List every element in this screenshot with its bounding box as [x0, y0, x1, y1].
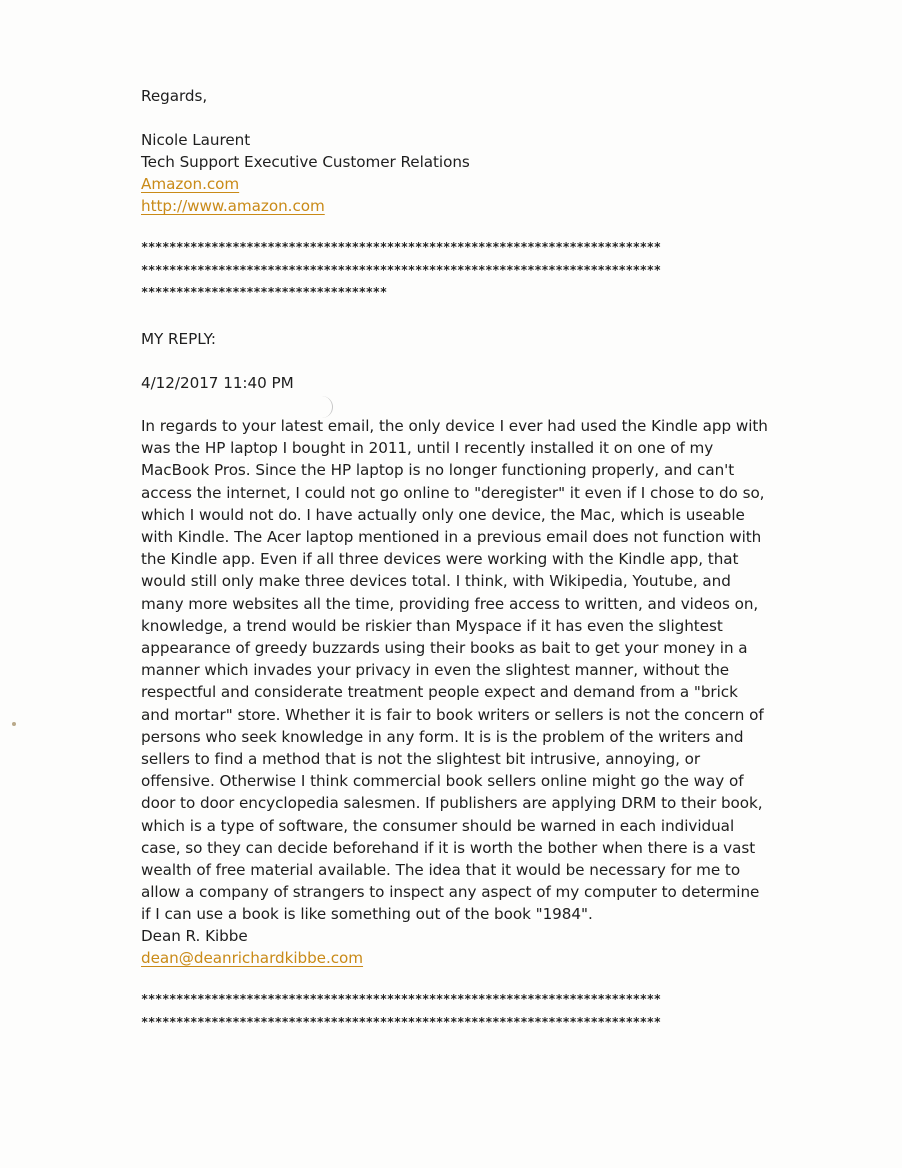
separator-line: ************************************************************************** [141, 1014, 661, 1029]
signature-email-link[interactable]: dean@deanrichardkibbe.com [141, 949, 364, 967]
reply-body-line: appearance of greedy buzzards using their books as bait to get your money in a [141, 639, 748, 658]
reply-body [141, 415, 768, 926]
reply-body-line: access the internet, I could not go online to "deregister" it even if I chose to do so, [141, 483, 765, 502]
separator-line: ************************************************************************** [141, 992, 661, 1006]
reply-body-line: manner which invades your privacy in even the slightest manner, without the [141, 661, 730, 680]
reply-body-line: with Kindle. The Acer laptop mentioned in a previous email does not function with [141, 528, 762, 547]
reply-body-line: wealth of free material available. The idea that it would be necessary for me to [141, 861, 741, 880]
reply-body-line: many more websites all the time, providing free access to written, and videos on, [141, 594, 759, 613]
reply-body-line: case, so they can decide beforehand if it is worth the bother when there is a vast [141, 838, 756, 857]
reply-body-line: door to door encyclopedia salesmen. If publishers are applying DRM to their book, [141, 794, 763, 813]
reply-body-line: persons who seek knowledge in any form. It is is the problem of the writers and [141, 727, 744, 746]
separator-line: ************************************************************************** [141, 240, 661, 254]
website-link[interactable]: http://www.amazon.com [141, 197, 325, 215]
reply-body-line: In regards to your latest email, the only device I ever had used the Kindle app with [141, 417, 768, 435]
reply-body-line: and mortar" store. Whether it is fair to book writers or sellers is not the concern of [141, 705, 764, 724]
reply-body-line: which is a type of software, the consumer should be warned in each individual [141, 816, 735, 835]
signature-name: Dean R. Kibbe [141, 927, 248, 945]
reply-header: MY REPLY: [141, 330, 216, 348]
reply-body-line: knowledge, a trend would be riskier than Myspace if it has even the slightest [141, 616, 723, 635]
sender-name: Nicole Laurent [141, 131, 251, 149]
closing-text: Regards, [141, 87, 208, 105]
reply-body-line: the Kindle app. Even if all three devices were working with the Kindle app, that [141, 550, 739, 569]
reply-body-line: sellers to find a method that is not the slightest bit intrusive, annoying, or [141, 750, 701, 769]
separator-line: *********************************** [141, 285, 387, 299]
separator-bottom [141, 988, 661, 1033]
sender-title: Tech Support Executive Customer Relations [141, 153, 470, 171]
reply-body-line: MacBook Pros. Since the HP laptop is no longer functioning properly, and can't [141, 461, 735, 480]
reply-body-line: would still only make three devices total. I think, with Wikipedia, Youtube, and [141, 572, 731, 591]
reply-timestamp: 4/12/2017 11:40 PM [141, 374, 294, 392]
reply-body-line: respectful and considerate treatment people expect and demand from a "brick [141, 683, 738, 702]
reply-body-line: which I would not do. I have actually only one device, the Mac, which is useable [141, 505, 745, 524]
separator-line: ************************************************************************** [141, 262, 661, 277]
company-link[interactable]: Amazon.com [141, 175, 240, 193]
paper-speck [12, 722, 16, 726]
separator-top [141, 236, 661, 304]
reply-body-line: allow a company of strangers to inspect any aspect of my computer to determine [141, 883, 760, 902]
reply-body-line: was the HP laptop I bought in 2011, until I recently installed it on one of my [141, 439, 714, 458]
reply-body-line: if I can use a book is like something out of the book "1984". [141, 905, 593, 924]
reply-body-line: offensive. Otherwise I think commercial book sellers online might go the way of [141, 772, 744, 791]
